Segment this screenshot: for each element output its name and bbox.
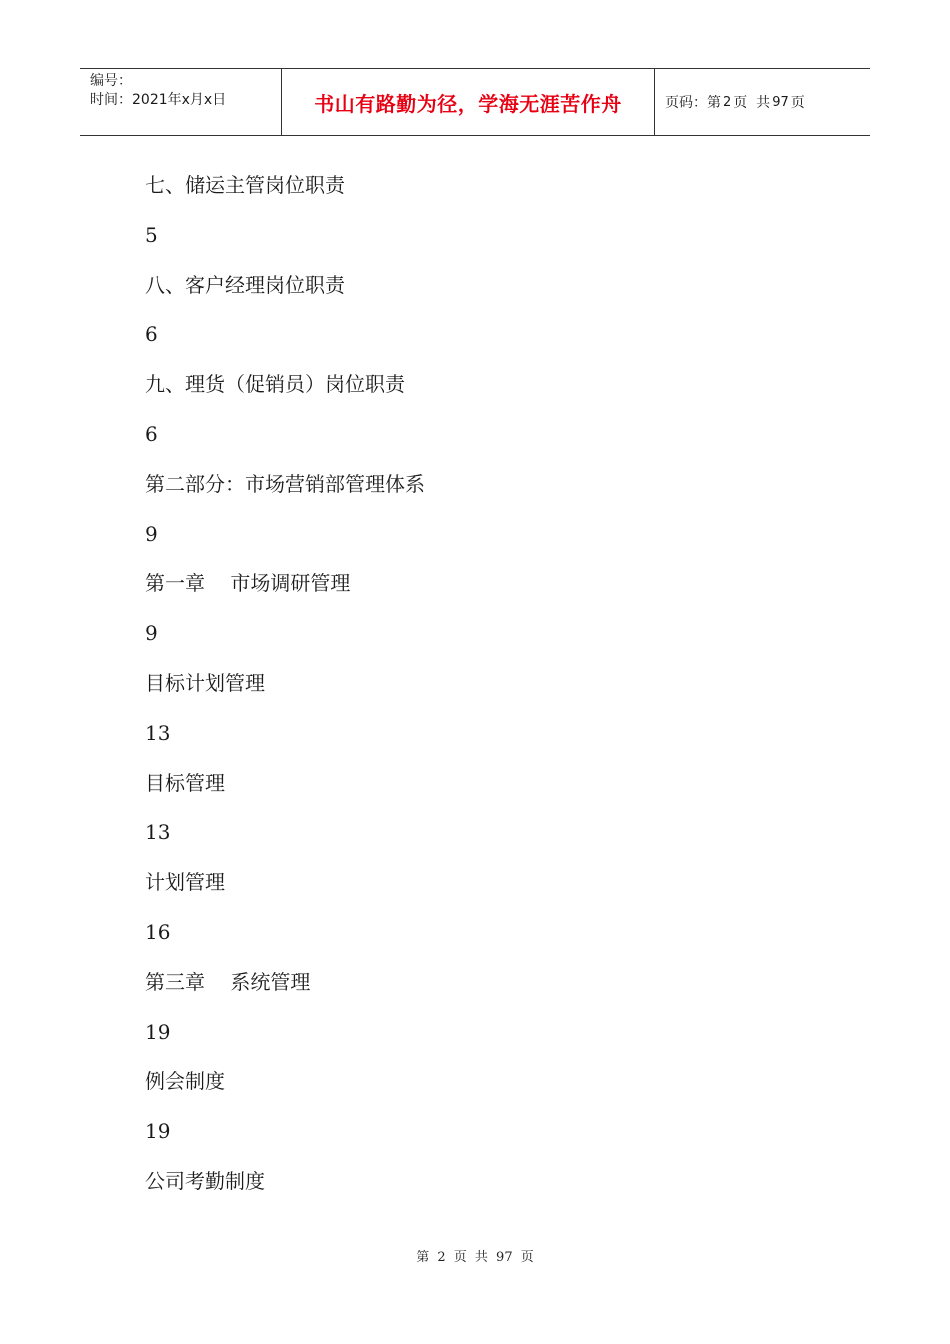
toc-page-number: 13 <box>145 820 171 845</box>
table-of-contents <box>145 168 425 1214</box>
toc-page-number: 13 <box>145 720 171 745</box>
serial-number-label: 编号： <box>90 73 132 89</box>
toc-page-number: 6 <box>145 322 158 347</box>
toc-entry: 第三章 系统管理 <box>145 969 311 994</box>
page-suffix: 页 <box>790 95 805 111</box>
page-prefix: 页码：第 <box>665 95 721 111</box>
toc-entry: 计划管理 <box>145 870 225 895</box>
toc-page-number: 19 <box>145 1119 171 1144</box>
toc-page-number: 9 <box>145 621 158 646</box>
toc-entry: 八、客户经理岗位职责 <box>145 272 345 297</box>
time-label: 时间：2021年x月x日 <box>90 92 227 108</box>
page-total: 97 <box>772 94 789 110</box>
toc-page-number: 19 <box>145 1019 171 1044</box>
toc-page-number: 5 <box>145 222 158 247</box>
header-motto: 书山有路勤为径，学海无涯苦作舟 <box>314 91 622 116</box>
toc-entry: 例会制度 <box>145 1069 225 1094</box>
page-current: 2 <box>723 94 732 110</box>
page-footer: 第 2 页 共 97 页 <box>416 1250 534 1265</box>
header-page-cell <box>655 69 870 135</box>
page-header <box>80 68 870 136</box>
toc-page-number: 6 <box>145 421 158 446</box>
toc-entry: 公司考勤制度 <box>145 1168 265 1193</box>
toc-entry: 九、理货（促销员）岗位职责 <box>145 372 405 397</box>
header-meta-cell <box>80 69 282 135</box>
toc-page-number: 16 <box>145 919 171 944</box>
toc-entry: 目标计划管理 <box>145 670 265 695</box>
toc-entry: 七、储运主管岗位职责 <box>145 173 345 197</box>
toc-entry: 第一章 市场调研管理 <box>145 571 351 596</box>
page-mid: 页 共 <box>733 95 771 111</box>
header-motto-cell <box>282 69 655 135</box>
toc-entry: 第二部分：市场营销部管理体系 <box>145 471 425 496</box>
toc-entry: 目标管理 <box>145 770 225 795</box>
toc-page-number: 9 <box>145 521 158 546</box>
